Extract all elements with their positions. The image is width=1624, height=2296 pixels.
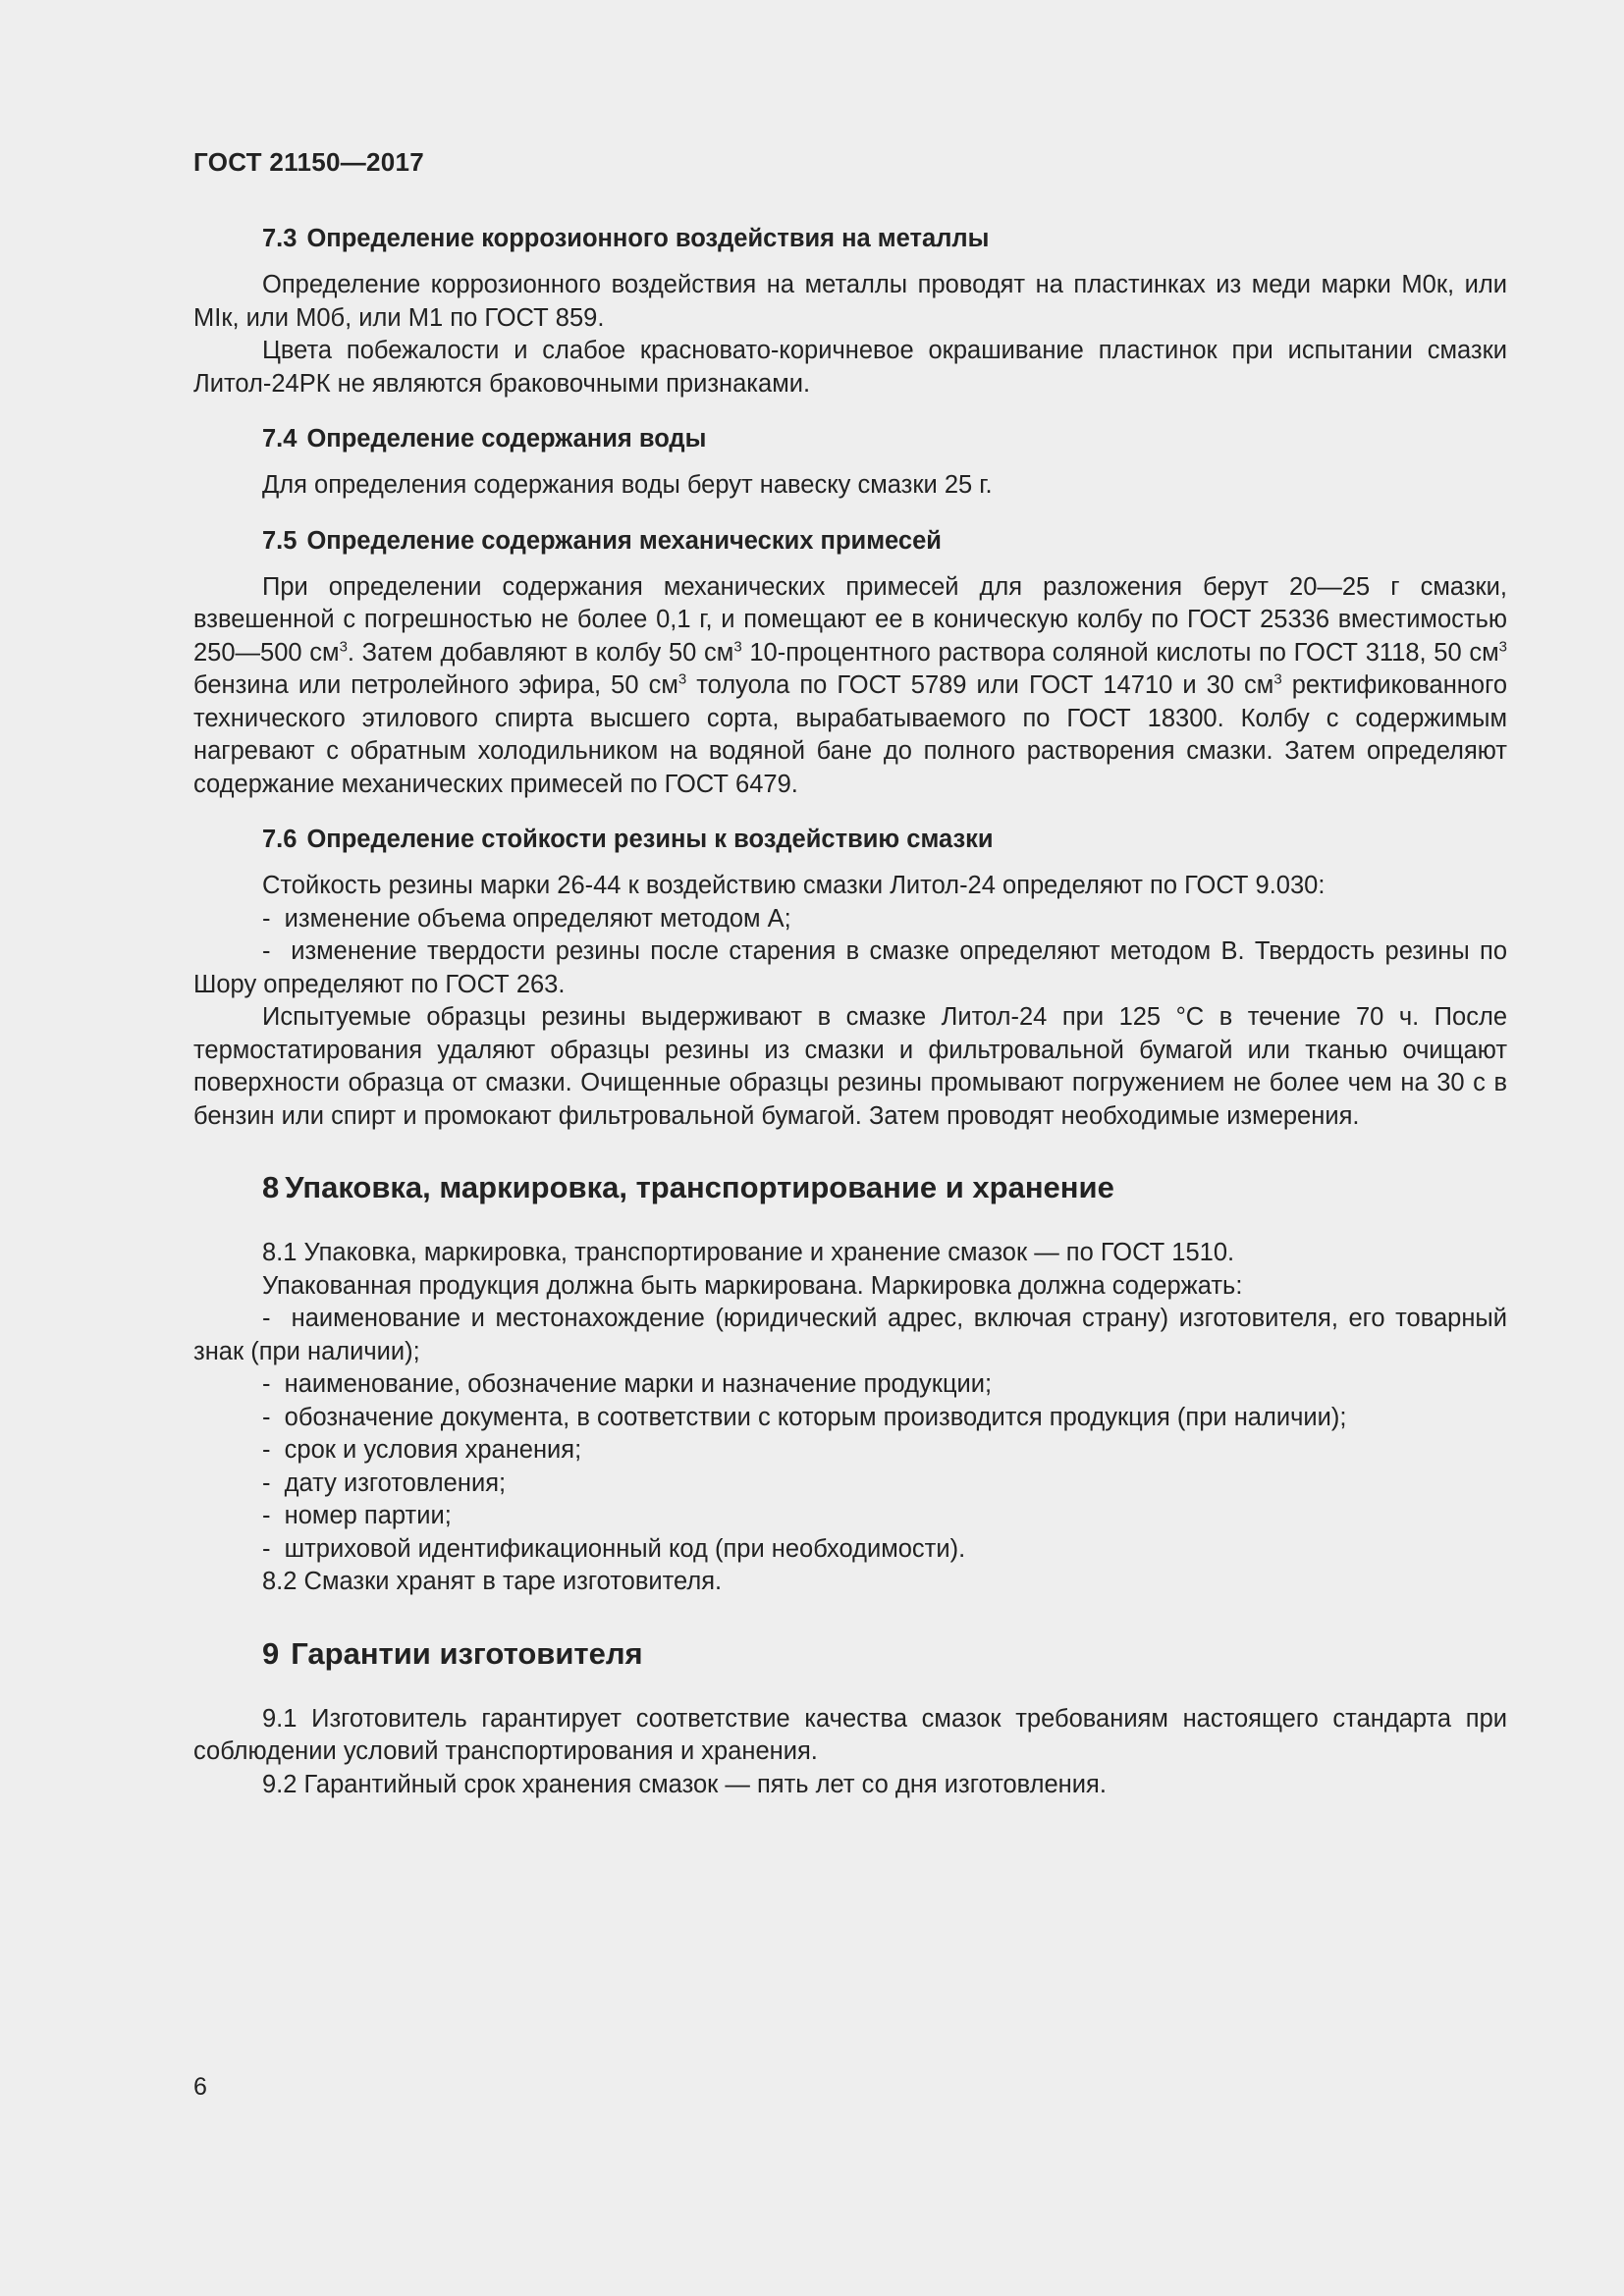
paragraph: 9.2 Гарантийный срок хранения смазок — пять лет со дня изготовления. [262, 1770, 1107, 1798]
list-item [193, 1434, 1507, 1468]
subsection-heading-7-6 [262, 823, 1507, 856]
list-item [193, 1468, 1507, 1501]
list-dash: - [262, 1436, 271, 1464]
list-dash: - [262, 937, 271, 965]
paragraph [193, 571, 1507, 802]
section-title: Гарантии изготовителя [291, 1635, 643, 1671]
list-dash: - [262, 1370, 271, 1398]
section-number: 9 [262, 1635, 280, 1671]
list-item-text: изменение объема определяют методом А; [284, 904, 791, 933]
list-item [193, 935, 1507, 1001]
list-item-text: наименование и местонахождение (юридический адрес, включая страну) изготовителя, его товарный знак (при наличии); [193, 1305, 1508, 1365]
list-dash: - [262, 1502, 271, 1529]
paragraph: Упакованная продукция должна быть маркирована. Маркировка должна содержать: [262, 1271, 1243, 1300]
text-run: 10-процентного раствора соляной кислоты по ГОСТ 3118, 50 см [741, 638, 1499, 667]
subsection-title: Определение коррозионного воздействия на металлы [306, 225, 990, 252]
list-item-text: срок и условия хранения; [284, 1436, 582, 1464]
paragraph: Стойкость резины марки 26-44 к воздействию смазки Литол-24 определяют по ГОСТ 9.030: [262, 872, 1326, 899]
list-item-text: изменение твердости резины после старения в смазке определяют методом В. Твердость резины по Шору определяют по ГОСТ 263. [193, 937, 1507, 998]
section-heading-9 [262, 1634, 1507, 1674]
list-item [193, 903, 1507, 936]
list-dash: - [262, 1403, 271, 1431]
list-item-text: штриховой идентификационный код (при необходимости). [284, 1534, 966, 1563]
paragraph: Испытуемые образцы резины выдерживают в смазке Литол-24 при 125 °С в течение 70 ч. После термостатирования удаляют образцы резины из смазки и фильтровальной бумагой или тканью очищают поверхности образца от смазки. Очищенные образцы резины промывают погружением не более чем на 30 с в бензин или спирт и промокают фильтровальной бумагой. Затем проводят необходимые измерения. [193, 1003, 1507, 1130]
paragraph: Цвета побежалости и слабое красновато-коричневое окрашивание пластинок при испытании смазки Литол-24РК не являются браковочными признаками. [193, 337, 1507, 398]
paragraph: 9.1 Изготовитель гарантирует соответствие качества смазок требованиям настоящего стандарта при соблюдении условий транспортирования и хранения. [193, 1704, 1507, 1765]
superscript: 3 [1498, 638, 1507, 655]
list-item [193, 1402, 1507, 1435]
superscript: 3 [733, 638, 742, 655]
text-run: бензина или петролейного эфира, 50 см [193, 671, 678, 699]
text-run: толуола по ГОСТ 5789 или ГОСТ 14710 и 30 см [686, 671, 1274, 699]
list-item-text: наименование, обозначение марки и назначение продукции; [284, 1370, 993, 1398]
list-dash: - [262, 1305, 271, 1332]
list-item-text: номер партии; [284, 1502, 452, 1529]
document-body [193, 222, 1507, 1801]
list-item [193, 1303, 1507, 1368]
list-item [193, 1533, 1507, 1567]
list-item-text: дату изготовления; [284, 1468, 507, 1497]
paragraph: 8.2 Смазки хранят в таре изготовителя. [262, 1568, 723, 1595]
section-heading-8 [262, 1168, 1507, 1207]
list-item [193, 1368, 1507, 1402]
section-number: 8 [262, 1170, 280, 1204]
paragraph: 8.1 Упаковка, маркировка, транспортирование и хранение смазок — по ГОСТ 1510. [262, 1239, 1235, 1266]
superscript: 3 [339, 638, 348, 655]
subsection-heading-7-4 [262, 422, 1507, 455]
subsection-number: 7.5 [262, 526, 298, 555]
paragraph: Для определения содержания воды берут навеску смазки 25 г. [262, 471, 993, 499]
list-item [193, 1500, 1507, 1533]
subsection-heading-7-5 [262, 524, 1507, 558]
list-dash: - [262, 1534, 271, 1563]
paragraph: Определение коррозионного воздействия на металлы проводят на пластинках из меди марки М0к, или МIк, или М0б, или М1 по ГОСТ 859. [193, 271, 1507, 332]
subsection-number: 7.4 [262, 425, 298, 453]
subsection-title: Определение содержания воды [306, 425, 707, 453]
list-item-text: обозначение документа, в соответствии с которым производится продукция (при наличии); [284, 1403, 1347, 1431]
list-dash: - [262, 1468, 271, 1497]
document-code: ГОСТ 21150—2017 [193, 147, 425, 177]
subsection-number: 7.3 [262, 225, 298, 252]
text-run: . Затем добавляют в колбу 50 см [347, 638, 734, 667]
subsection-number: 7.6 [262, 826, 298, 853]
section-title: Упаковка, маркировка, транспортирование и хранение [285, 1170, 1114, 1204]
list-dash: - [262, 904, 271, 933]
text-run: При определении содержания механических примесей для разложения берут 20—25 г смазки, взвешенной с погрешностью не более 0,1 г, и помещают ее в коническую колбу по ГОСТ 25336 вместимостью 250—500 см [193, 572, 1507, 667]
subsection-title: Определение содержания механических примесей [306, 526, 942, 555]
subsection-title: Определение стойкости резины к воздействию смазки [306, 826, 994, 853]
text-run: ректификованного технического этилового спирта высшего сорта, вырабатываемого по ГОСТ 18300. Колбу с содержимым нагревают с обратным холодильником на водяной бане до полного растворения смазки. Затем определяют содержание механических примесей по ГОСТ 6479. [193, 671, 1507, 798]
superscript: 3 [1273, 670, 1282, 688]
page-number: 6 [193, 2073, 207, 2101]
superscript: 3 [677, 670, 687, 688]
subsection-heading-7-3 [262, 222, 1507, 255]
